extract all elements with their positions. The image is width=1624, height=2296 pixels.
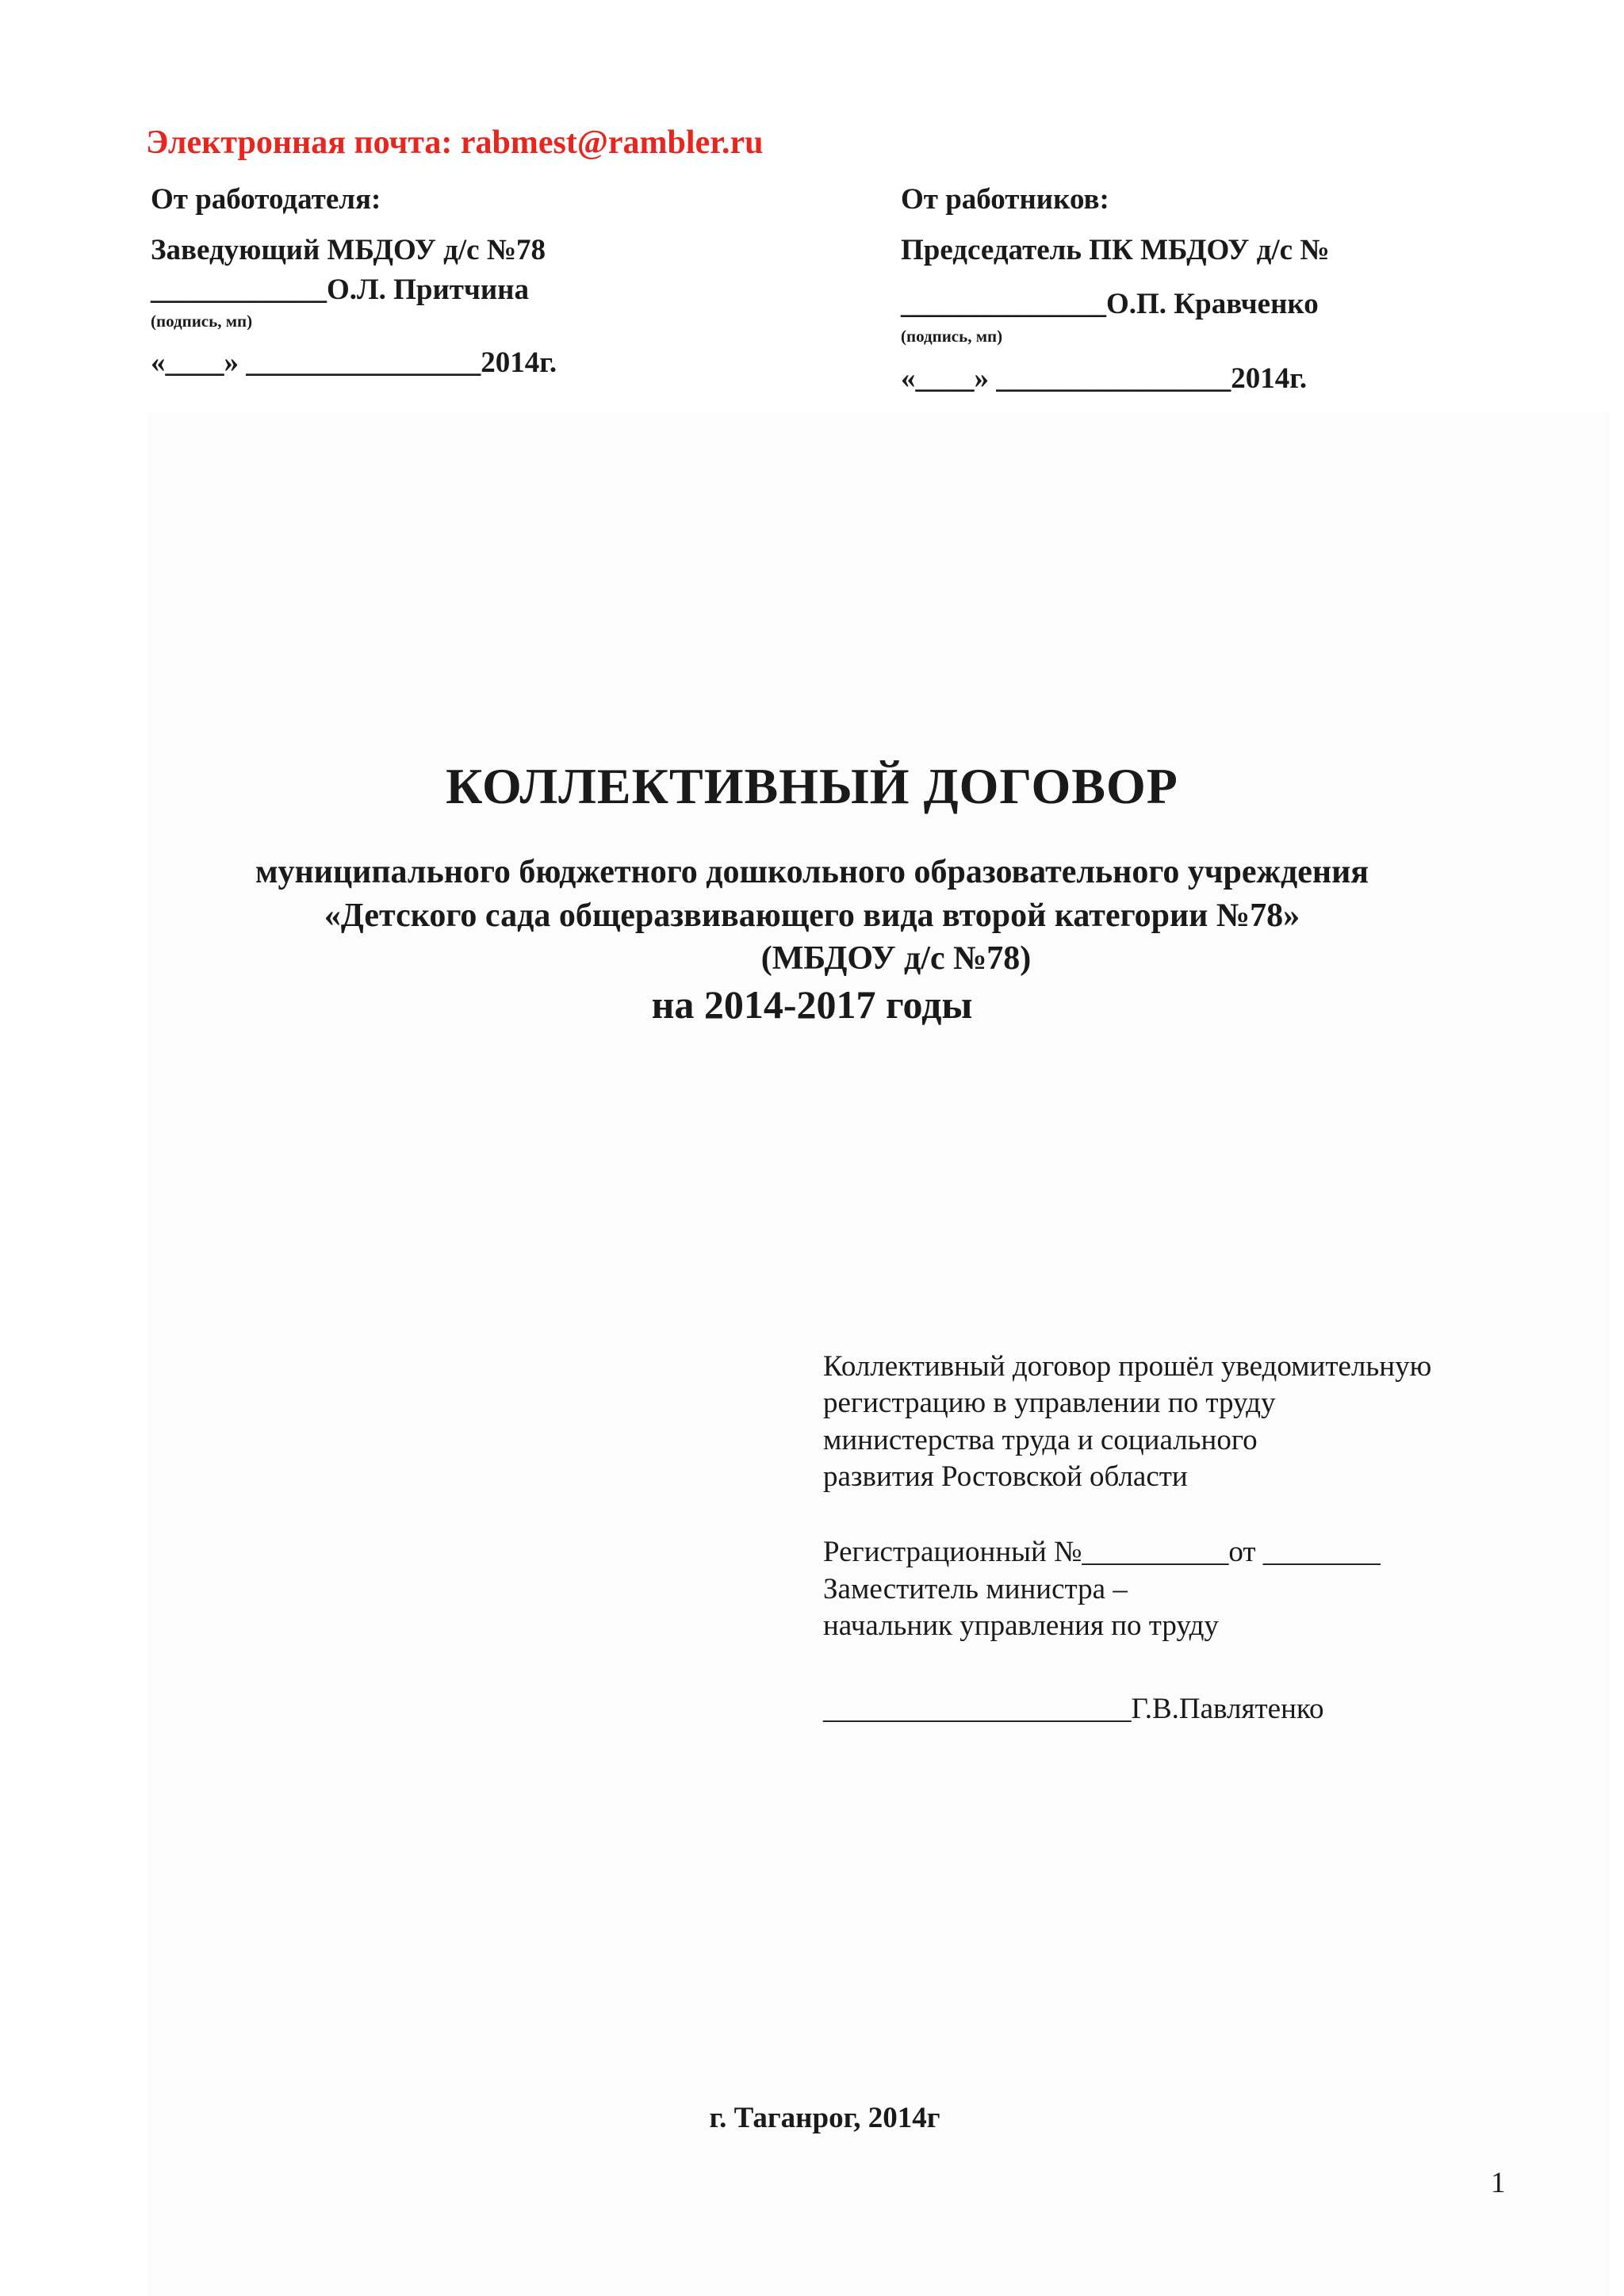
- registration-signature-line: _____________________Г.В.Павлятенко: [823, 1693, 1324, 1725]
- document-years: на 2014-2017 годы: [651, 982, 973, 1027]
- employer-signature-note: (подпись, мп): [151, 312, 253, 331]
- employees-signature-line: ______________О.П. Кравченко: [901, 288, 1319, 320]
- document-subtitle-line2: «Детского сада общеразвивающего вида второй категории №78»: [324, 897, 1300, 934]
- employer-date-line: «____» ________________2014г.: [151, 346, 557, 379]
- employees-position: Председатель ПК МБДОУ д/с №: [901, 234, 1330, 266]
- employer-signature-line: ____________О.Л. Притчина: [151, 274, 529, 306]
- employees-signature-note: (подпись, мп): [901, 327, 1003, 346]
- document-subtitle-line1: муниципального бюджетного дошкольного образовательного учреждения: [255, 854, 1369, 890]
- employer-position: Заведующий МБДОУ д/с №78: [151, 234, 546, 266]
- registration-number-line: Регистрационный №__________от ________: [823, 1536, 1381, 1568]
- employees-date-line: «____» ________________2014г.: [901, 362, 1308, 395]
- deputy-minister-line: Заместитель министра –: [823, 1573, 1128, 1605]
- employer-from-label: От работодателя:: [151, 183, 381, 216]
- registration-line3: министерства труда и социального: [823, 1424, 1258, 1456]
- employees-from-label: От работников:: [901, 183, 1109, 216]
- document-title: КОЛЛЕКТИВНЫЙ ДОГОВОР: [446, 758, 1178, 814]
- registration-line1: Коллективный договор прошёл уведомительную: [823, 1350, 1432, 1383]
- page-number: 1: [1491, 2167, 1506, 2199]
- registration-line4: развития Ростовской области: [823, 1460, 1188, 1493]
- document-subtitle-line3: (МБДОУ д/с №78): [760, 940, 1032, 977]
- email-line: Электронная почта: rabmest@rambler.ru: [146, 124, 764, 161]
- labor-department-head-line: начальник управления по труду: [823, 1609, 1219, 1642]
- registration-line2: регистрацию в управлении по труду: [823, 1387, 1276, 1419]
- city-year: г. Таганрог, 2014г: [709, 2102, 940, 2134]
